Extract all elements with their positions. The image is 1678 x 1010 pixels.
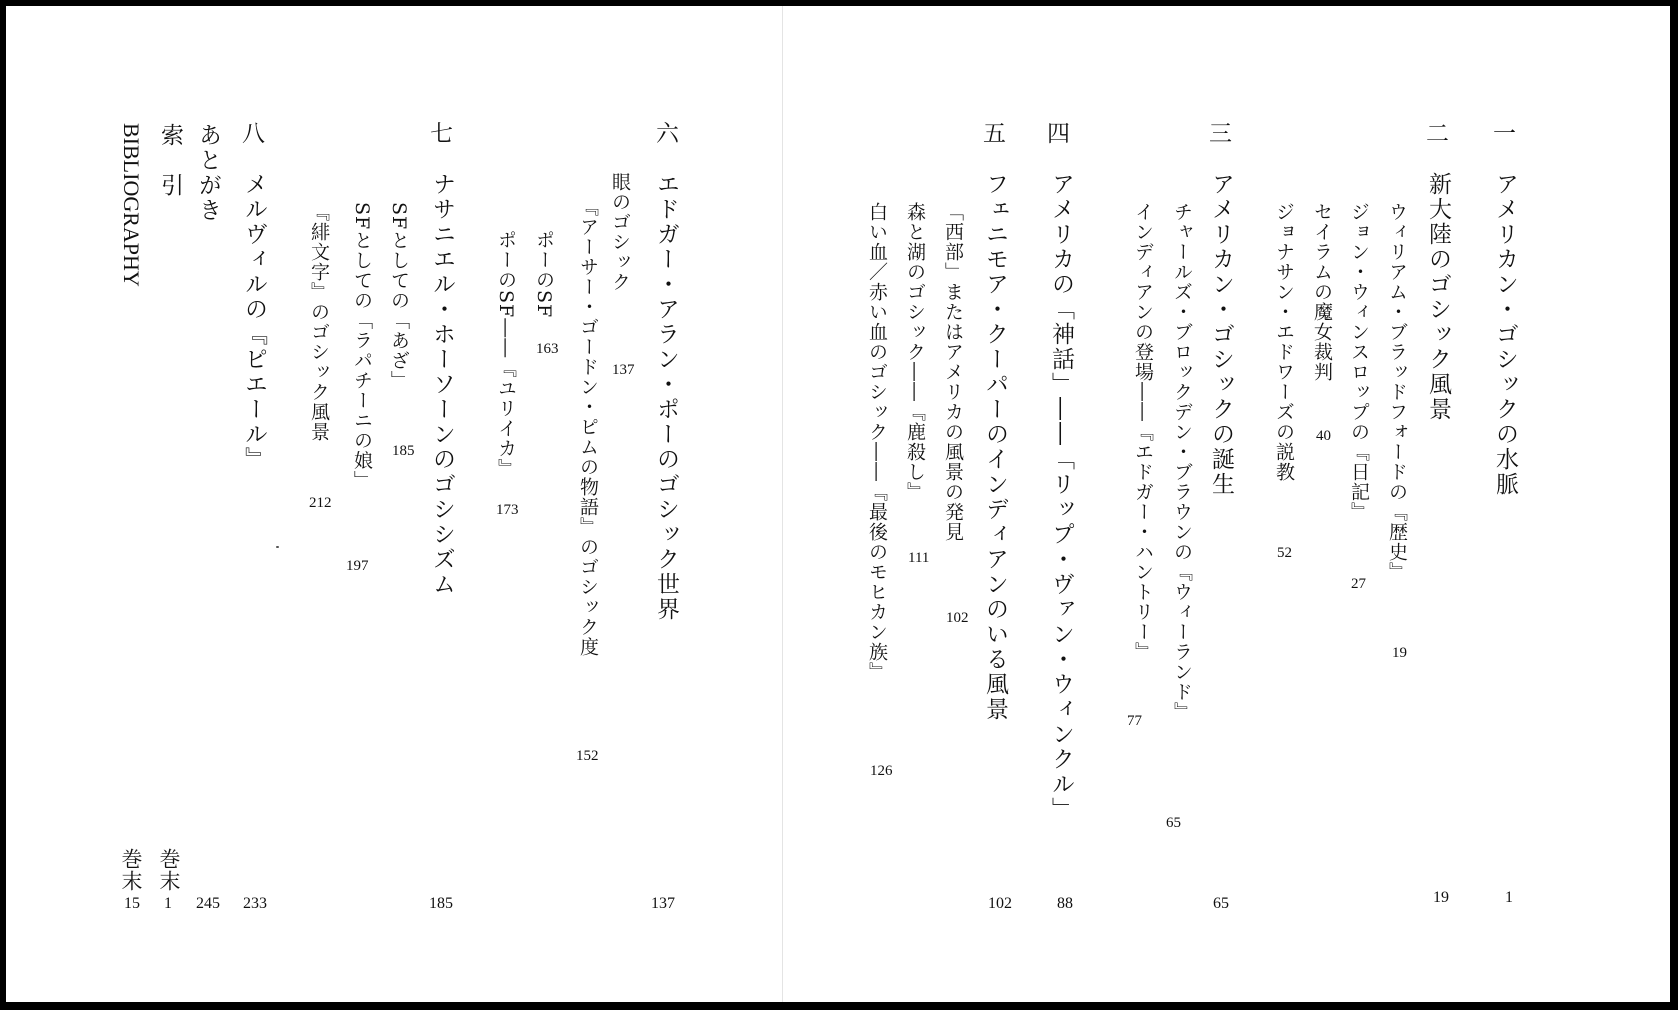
section-page-number: 52 bbox=[1277, 545, 1292, 561]
chapter-numeral: 五 bbox=[983, 121, 1006, 147]
chapter-page-number: 137 bbox=[651, 895, 675, 912]
chapter-numeral: 六 bbox=[656, 121, 679, 147]
chapter-title: エドガー・アラン・ポーのゴシック世界 bbox=[653, 172, 679, 622]
section-title: ジョン・ウィンスロップの『日記』 bbox=[1348, 202, 1370, 522]
book-spread bbox=[6, 6, 1670, 1002]
section-page-number: 65 bbox=[1166, 815, 1181, 831]
section-title: ジョナサン・エドワーズの説教 bbox=[1273, 202, 1295, 482]
bibliography-end-mark: 巻末 bbox=[119, 848, 143, 892]
section-page-number: 27 bbox=[1351, 576, 1366, 592]
section-title: 『緋文字』のゴシック風景 bbox=[308, 202, 330, 442]
section-page-number: 102 bbox=[946, 610, 969, 626]
chapter-title: 新大陸のゴシック風景 bbox=[1425, 172, 1451, 422]
index-page-number: 1 bbox=[164, 895, 172, 912]
chapter-numeral: 一 bbox=[1493, 121, 1516, 147]
right-page bbox=[782, 6, 1670, 1002]
chapter-numeral: 七 bbox=[430, 121, 453, 147]
section-title: インディアンの登場――『エドガー・ハントリー』 bbox=[1132, 202, 1154, 662]
index-end-mark: 巻末 bbox=[157, 848, 181, 892]
section-title: SFとしての「あざ」 bbox=[388, 202, 410, 391]
chapter-numeral: 四 bbox=[1047, 121, 1070, 147]
chapter-page-number: 19 bbox=[1433, 889, 1449, 906]
section-title: ポーのSF bbox=[533, 230, 555, 319]
print-speck bbox=[276, 546, 279, 548]
chapter-title: アメリカン・ゴシックの水脈 bbox=[1492, 172, 1518, 497]
section-page-number: 77 bbox=[1127, 713, 1142, 729]
section-title: ポーのSF――『ユリイカ』 bbox=[495, 230, 517, 479]
chapter-title: フェニモア・クーパーのインディアンのいる風景 bbox=[982, 172, 1008, 722]
section-page-number: 111 bbox=[908, 550, 930, 566]
section-page-number: 19 bbox=[1392, 645, 1407, 661]
section-title: 『アーサー・ゴードン・ピムの物語』のゴシック度 bbox=[577, 197, 599, 657]
chapter-title: アメリカン・ゴシックの誕生 bbox=[1208, 172, 1234, 497]
bibliography-page-number: 15 bbox=[124, 895, 140, 912]
bibliography-title: BIBLIOGRAPHY bbox=[119, 123, 144, 287]
chapter-page-number: 102 bbox=[988, 895, 1012, 912]
section-title: SFとしての「ラパチーニの娘」 bbox=[351, 202, 373, 491]
section-page-number: 126 bbox=[870, 763, 893, 779]
section-page-number: 212 bbox=[309, 495, 332, 511]
section-page-number: 185 bbox=[392, 443, 415, 459]
chapter-page-number: 185 bbox=[429, 895, 453, 912]
chapter-title: ナサニエル・ホーソーンのゴシシズム bbox=[429, 172, 455, 597]
section-page-number: 163 bbox=[536, 341, 559, 357]
section-title: チャールズ・ブロックデン・ブラウンの『ウィーランド』 bbox=[1171, 202, 1193, 722]
chapter-page-number: 65 bbox=[1213, 895, 1229, 912]
section-page-number: 40 bbox=[1316, 428, 1331, 444]
afterword-page-number: 245 bbox=[196, 895, 220, 912]
left-page bbox=[6, 6, 782, 1002]
afterword-title: あとがき bbox=[195, 123, 221, 223]
chapter-numeral: 三 bbox=[1209, 121, 1232, 147]
chapter-title: アメリカの「神話」――「リップ・ヴァン・ウィンクル」 bbox=[1048, 172, 1074, 822]
section-title: ウィリアム・ブラッドフォードの『歴史』 bbox=[1386, 202, 1408, 582]
section-title: 眼のゴシック bbox=[609, 172, 631, 292]
chapter-numeral: 二 bbox=[1426, 121, 1449, 147]
index-title: 索 引 bbox=[157, 123, 183, 198]
chapter-title: メルヴィルの『ピエール』 bbox=[241, 172, 267, 472]
chapter-page-number: 1 bbox=[1505, 889, 1513, 906]
chapter-page-number: 88 bbox=[1057, 895, 1073, 912]
section-page-number: 197 bbox=[346, 558, 369, 574]
chapter-page-number: 233 bbox=[243, 895, 267, 912]
section-page-number: 137 bbox=[612, 362, 635, 378]
chapter-numeral: 八 bbox=[242, 121, 265, 147]
section-title: 森と湖のゴシック――『鹿殺し』 bbox=[904, 202, 926, 502]
section-page-number: 173 bbox=[496, 502, 519, 518]
section-title: 「西部」またはアメリカの風景の発見 bbox=[942, 202, 964, 542]
section-title: セイラムの魔女裁判 bbox=[1311, 202, 1333, 382]
section-page-number: 152 bbox=[576, 748, 599, 764]
section-title: 白い血／赤い血のゴシック――『最後のモヒカン族』 bbox=[866, 202, 888, 682]
